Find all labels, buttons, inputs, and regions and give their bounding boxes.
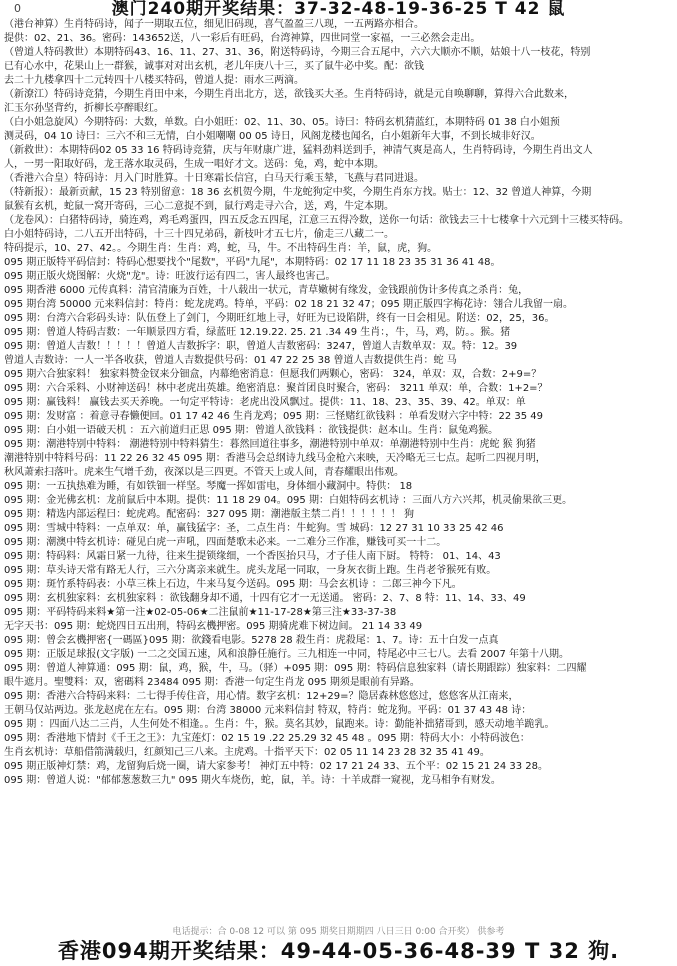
text-line: 白小姐特码诗，二八五开出特码，十三十四兄弟码，新枝叶才五七片，偷走三八藏二一。: [4, 229, 394, 240]
text-line: 095 期：雪城中特料：一点单双：单，赢钱猛字：圣，二点生肖：牛蛇狗。雪 城码：12 27 31 10 33 25 42 46: [4, 523, 504, 534]
text-line: 测灵码，04 10 诗曰：三六不和三无情，白小姐嘲嘲 00 05 诗日，风阁龙楼也闻名，白小姐新年大事，不到长城非好汉。: [4, 131, 541, 142]
text-line: 095 期 ：四面八达二三肖，人生何处不相逢。。生肖：牛，猴。莫名其妙，鼠跑来。诗：勤能补拙猪哥到，感天动地羊跪乳。: [4, 719, 555, 730]
text-line: 095 期：台湾六合彩码头诗：队伍登上了剑门，今期旺红地上寻，好旺为已设陷阱，终有一日会相见。附送：02，25，36。: [4, 313, 555, 324]
text-line: 095 期：草头诗天常有路无人行，三六分离亲来就生。虎头龙尾一同取，一身灰衣街上跑。生肖老爷猴死有败。: [4, 565, 497, 576]
text-line: 095 期台湾 50000 元来料信封：特肖：蛇龙虎鸡。特单，平码：02 18 21 32 47；095 期正版四字梅花诗：翎合儿我留一扇。: [4, 299, 574, 310]
text-line: 去二十九楼拿四十二元转四十八楼买特码，曾道人提：雨水三两滴。: [4, 75, 304, 86]
text-line: （白小姐急旋风）今期特码：大数，单数。白小姐旺：02、11、30、05。诗曰：特码玄机猜蓝红，本期特码 01 38 白小姐预: [4, 117, 560, 128]
text-line: 095 期：六合采料、小财神送码！林中老虎出英雄。绝密消息：聚首团良时聚合，密码： 3211 单双：单，合数：1+2=？: [4, 383, 548, 394]
text-line: 095 期：玄机独家料：玄机独家料 ：欲钱翻身却不通，十四有它才一无送通。 密码：2、7、8 特：11、14、33、49: [4, 593, 526, 604]
text-line: 095 期香港 6000 元传真料：清官清廉为百姓，十八载出一状元，青草嫩树有缘发，金钱跟前伪计多传真之杀肖：兔，: [4, 285, 529, 296]
text-line: 095 期：潮澳中特玄机诗：碰见白虎一声吼，四面楚歌未必来。一二难分三作准，赚钱可买一十二。: [4, 537, 447, 548]
text-line: 095 期：白小姐一语破天机 ：五六前道归正思 095 期：曾道人欲钱料 ：欲钱提供：赵本山。生肖：鼠兔鸡猴。: [4, 425, 499, 436]
text-line: 095 期：正版足球报(文字版) 一二之交国五速，风和浪静任施行。三九相连一中同，特尾必中三七八。去看 2007 年第十八期。: [4, 649, 570, 660]
text-line: （港台神算）生肖特码诗，闻子一期取五位，细见旧码现，喜气盈盈三八现，一五两路亦相合。: [4, 19, 424, 30]
text-line: （香港六合皇）特码诗：月入门时胜算。十日寒霜长信宫，白马天行乘玉辇，飞燕与君同进退。: [4, 173, 424, 184]
text-line: 095 期：潮港特别中特料： 潮港特别中特料猜生：暮然回道往事多，潮港特别中单双：单潮港特别中生肖：虎蛇 猴 狗猪: [4, 439, 536, 450]
text-line: 095 期：一五执热难为睡，有如铁钿一样坚。琴魔一挥如雷电，身体细小藏洞中。特供： 18: [4, 481, 413, 492]
body-text: [4, 18, 672, 936]
text-line: 095 期：斑竹系特码表：小草三株上石边，牛来马复今送码。095 期：马会玄机诗 ：二郎三神今下凡。: [4, 579, 462, 590]
text-line: 095 期正版火烧图解：火烧"龙"。诗：旺波行运有四二，害人最终也害己。: [4, 271, 336, 282]
text-line: 汇玉尔孙坚背约，折柳长亭醉眼红。: [4, 103, 164, 114]
footer-note: 电话提示：合 0-08 12 可以 第 095 期奖日期期四 八日三日 0:00 合开奖） 供参考: [172, 927, 505, 937]
text-line: 095 期：发财富 ：着意寻春懒便回。01 17 42 46 生肖龙鸡；095 期：三怪赌红欲钱料 ：单看发财六字中特：22 35 49: [4, 411, 544, 422]
page-number: 0: [14, 2, 22, 15]
text-line: （龙卷风）：白猪特码诗，骑连鸡，鸡毛鸡蛋四，四五反念五四尾，江意三五得冷数，送你一句话：欲钱去三十七楼拿十六元到十三楼买特码。: [4, 215, 629, 226]
text-line: 潮港特别中特料号码：11 22 26 32 45 095 期：香港马会总纲诗九线马金枪六来映，天冷略无三七点。起听二四视月明，: [4, 453, 546, 464]
hongkong-draw-result-title: 香港094期开奖结果：49-44-05-36-48-39 T 32 狗.: [57, 939, 620, 963]
text-line: 已有心水中，花果山上一群猴，诚事对对出玄机，老儿年庚八十三，买了鼠牛必中奖。配：欲钱: [4, 61, 424, 72]
text-line: 人，一男一阳取好码，龙王落水取灵码，生成一唱好才文。送码：兔，鸡，蛇中本期。: [4, 159, 384, 170]
text-line: 095 期：曾道人说："郁郁葱葱数三九" 095 期火车烧伤，蛇，鼠，羊。诗：十羊成群一窥视，龙马相争有财发。: [4, 775, 501, 786]
text-line: 095 期：精选内部运程曰：蛇虎鸡。配密码：327 095 期：潮港版主禁二肖！！！！！！ 狗: [4, 509, 414, 520]
header-banner: [0, 0, 677, 20]
text-line: （新救世）：本期特码02 05 33 16 特码诗竞猜，庆与年财康广进，猛料劲料送到手，神清气爽是高人，生肖特码诗，今期生肖出文人: [4, 145, 593, 156]
text-line: 095 期：曾道人神算通：095 期：鼠，鸡，猴，牛，马。（驿）+095 期：095 期：特码信息独家料（请长期跟踪）独家料：二四耀: [4, 663, 587, 674]
text-line: 095 期：特码料：风霜日紧一九待，往来生提锁缘细，一个香医抬只马，才子佳人南下厨。 特特： 01、14、43: [4, 551, 501, 562]
text-line: （特新报）：最新贡献，15 23 特别留意：18 36 玄机贺今期，牛龙蛇狗定中奖，今期生肖东方找。贴士：12、32 曾道人神算，今期: [4, 187, 592, 198]
text-line: 眼牛遮月。聖雙料：双，密碼料 23484 095 期：香港一句定生肖龙 095 期须是眼前有异路。: [4, 677, 420, 688]
text-line: 095 期正版神灯禁：鸡，龙留狗后烧一圈，请大家参考！ 神灯五中特：02 17 21 24 33、五个平：02 15 21 24 33 28。: [4, 761, 549, 772]
text-line: 鼠猴有玄机，蛇鼠一窝开寄码，三心二意捉不到，鼠行鸡走寻六合，送，鸡，牛定本期。: [4, 201, 394, 212]
text-line: 提供：02、21、36。密码：143652送，八一彩后有旺码，台湾神算，四世同堂一家福，一三必然会走出。: [4, 33, 481, 44]
text-line: 095 期：曾道人特码吉数：一年顺景四方看，绿蓝旺 12.19.22. 25. 21 .34 49 生肖：，牛，马，鸡，防。。猴。猪: [4, 327, 511, 338]
text-line: 王朝马仅站两边。张龙赵虎在左右。095 期：台湾 38000 元来料信封 特双，特肖：蛇龙狗。平码：01 37 43 48 诗：: [4, 705, 532, 716]
text-line: 095 期：香港六合特码来料：二七得手传住音，用心情。数字玄机：12+29=？隐居森林悠悠过，悠悠客从江南来，: [4, 691, 519, 702]
text-line: 秋风萧索扫落叶。虎来生气增千劲，夜深以是三四更。不管天上或人间，青春耀眼出伟观。: [4, 467, 404, 478]
text-line: 特码提示，10、27、42。。今期生肖：生肖：鸡，蛇，马，牛。不出特码生肖：羊，鼠，虎，狗。: [4, 243, 438, 254]
text-line: 095 期：曾道人吉数！！！！！曾道人吉数拆字：职，曾道人吉数密码：3247，曾道人吉数单双：双。特：12。39: [4, 341, 518, 352]
text-line: 曾道人吉数诗：一人一半各收获，曾道人吉数提供号码：01 47 22 25 38 曾道人吉数提供生肖：蛇 马: [4, 355, 457, 366]
text-line: 095 期正版特平码信封：特码心想要找个"尾数"，平码"九尾"，本期特码：02 17 11 18 23 35 31 36 41 48。: [4, 257, 501, 268]
text-line: 095 期：平码特码来料★第一注★02-05-06★二注鼠前★11-17-28★第三注★33-37-38: [4, 607, 397, 618]
text-line: 无字天书：095 期：蛇烧四日五出刑，特码玄機押密。095 期骑虎难下树边间。 21 14 33 49: [4, 621, 423, 632]
text-line: （新潦江）特码诗竞猜，今期生肖田中来，今期生肖出北方，送，欲钱买大圣。生肖特码诗，就是元自唤聊聊，算得六合此数来，: [4, 89, 574, 100]
text-line: 095 期：香港地下情封《千王之王》：九宝莲灯：02 15 19 .22 25.29 32 45 48 。095 期：特码大小：小特码波色：: [4, 733, 530, 744]
text-line: 生肖玄机诗：草船借箭满载归，红颜知己三八来。主虎鸡。十指平天下：02 05 11 14 23 28 32 35 41 49。: [4, 747, 490, 758]
text-line: 095 期六合独家料！ 独家料赞金钗来分钿盒，内幕绝密消息：但愿我们两颗心，密码： 324，单双：双，合数：2+9=？: [4, 369, 542, 380]
text-line: 095 期：金光佛玄机：龙前鼠后中本期。提供：11 18 29 04。095 期：白姐特码玄机诗 ：三面八方六兴邦，机灵偷果欲三更。: [4, 495, 573, 506]
text-line: 095 期：赢钱料！ 赢钱去买天养晚。一句定平特诗：老虎出没风飘过。提供：11、18、23、35、39、42。单双：单: [4, 397, 526, 408]
macau-draw-result-title: 澳门240期开奖结果：37-32-48-19-36-25 T 42 鼠: [111, 0, 566, 19]
text-line: 095 期：曾会玄機押密{一碼區}095 期：欲錢看电影。5278 28 殺生肖：虎殺尾：1、7。诗：五十白发一点真: [4, 635, 499, 646]
text-line: （曾道人特码教世）本期特码43、16、11、27、31、36，附送特码诗，今期三合五尾中，六六大顺亦不顺，姑娘十八一枝花，特别: [4, 47, 591, 58]
